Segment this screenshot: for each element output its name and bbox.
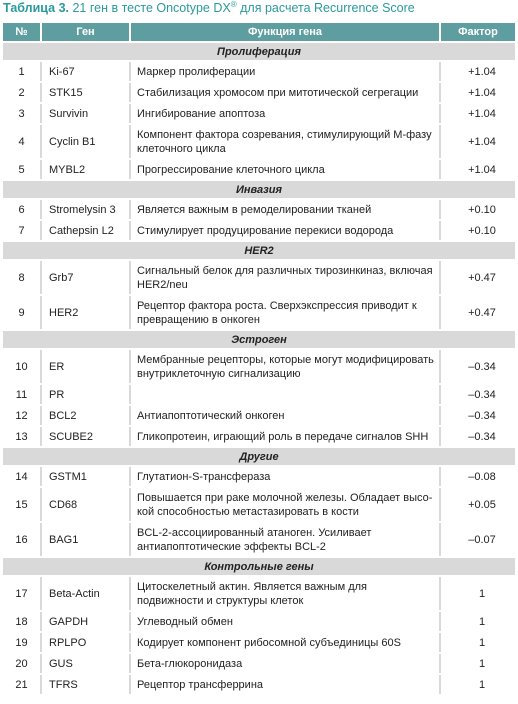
gene-name: CD68 [40, 488, 129, 521]
section-title: HER2 [3, 242, 515, 259]
gene-factor: +1.04 [439, 125, 515, 158]
caption-text-after: для расчета Recurrence Score [236, 1, 415, 15]
section-row [3, 331, 515, 348]
gene-name: ER [40, 350, 129, 383]
gene-factor: +0.10 [439, 200, 515, 219]
table-row [3, 104, 515, 123]
row-number: 6 [3, 200, 40, 219]
gene-function: Глутатион-S-трансфераза [129, 467, 439, 486]
genes-table [3, 21, 515, 696]
row-number: 20 [3, 654, 40, 673]
table-row [3, 654, 515, 673]
table-row [3, 200, 515, 219]
gene-name: BCL2 [40, 406, 129, 425]
table-body [3, 43, 515, 694]
gene-factor: –0.34 [439, 350, 515, 383]
header-row [3, 23, 515, 41]
gene-function: Цитоскелетный актин. Является важным для подвижности и структуры клеток [129, 577, 439, 610]
row-number: 12 [3, 406, 40, 425]
row-number: 9 [3, 296, 40, 329]
gene-factor: 1 [439, 577, 515, 610]
gene-name: PR [40, 385, 129, 404]
gene-factor: 1 [439, 654, 515, 673]
gene-name: Ki-67 [40, 62, 129, 81]
gene-function: Ингибирование апоптоза [129, 104, 439, 123]
gene-function: Повышается при раке молочной железы. Обладает высокой способностью метастазировать в кости [129, 488, 439, 521]
row-number: 4 [3, 125, 40, 158]
gene-factor: +1.04 [439, 62, 515, 81]
gene-function: Сигнальный белок для различных тирозинкиназ, включая HER2/neu [129, 261, 439, 294]
section-row [3, 558, 515, 575]
gene-function: Является важным в ремоделировании тканей [129, 200, 439, 219]
section-row [3, 242, 515, 259]
gene-factor: +1.04 [439, 160, 515, 179]
table-row [3, 296, 515, 329]
table-row [3, 125, 515, 158]
gene-factor: –0.34 [439, 406, 515, 425]
row-number: 5 [3, 160, 40, 179]
gene-name: RPLPO [40, 633, 129, 652]
row-number: 15 [3, 488, 40, 521]
table-row [3, 160, 515, 179]
gene-function: Кодирует компонент рибосомной субъединицы 60S [129, 633, 439, 652]
table-row [3, 221, 515, 240]
gene-factor: –0.34 [439, 385, 515, 404]
gene-name: Cyclin B1 [40, 125, 129, 158]
gene-function: Мембранные рецепторы, которые могут модифицировать внутриклеточную сигнализацию [129, 350, 439, 383]
table-row [3, 488, 515, 521]
gene-function: Антиапоптотический онкоген [129, 406, 439, 425]
header-number: № [3, 23, 40, 41]
section-title: Пролиферация [3, 43, 515, 60]
gene-name: Stromelysin 3 [40, 200, 129, 219]
gene-name: Grb7 [40, 261, 129, 294]
table-row [3, 675, 515, 694]
gene-function: Бета-глюкоронидаза [129, 654, 439, 673]
row-number: 10 [3, 350, 40, 383]
caption-registered-mark: ® [230, 0, 237, 9]
gene-function: Гликопротеин, играющий роль в передаче сигналов SHH [129, 427, 439, 446]
gene-factor: +1.04 [439, 83, 515, 102]
row-number: 18 [3, 612, 40, 631]
gene-factor: –0.08 [439, 467, 515, 486]
header-function: Функция гена [129, 23, 439, 41]
section-row [3, 448, 515, 465]
gene-factor: –0.34 [439, 427, 515, 446]
gene-name: Survivin [40, 104, 129, 123]
gene-name: BAG1 [40, 523, 129, 556]
table-row [3, 523, 515, 556]
gene-function: Стабилизация хромосом при митотической сегрегации [129, 83, 439, 102]
row-number: 3 [3, 104, 40, 123]
row-number: 14 [3, 467, 40, 486]
gene-factor: +1.04 [439, 104, 515, 123]
row-number: 13 [3, 427, 40, 446]
gene-name: Beta-Actin [40, 577, 129, 610]
table-row [3, 62, 515, 81]
gene-factor: 1 [439, 633, 515, 652]
gene-function: Углеводный обмен [129, 612, 439, 631]
gene-function: BCL-2-ассоциированный атаноген. Усиливает антиапоптотические эффекты BCL-2 [129, 523, 439, 556]
table-row [3, 427, 515, 446]
table-row [3, 633, 515, 652]
gene-name: SCUBE2 [40, 427, 129, 446]
gene-function: Компонент фактора созревания, стимулирующий М-фазу клеточного цикла [129, 125, 439, 158]
table-row [3, 350, 515, 383]
gene-function: Рецептор фактора роста. Сверхэкспрессия приводит к превращению в онкоген [129, 296, 439, 329]
gene-function: Рецептор трансферрина [129, 675, 439, 694]
row-number: 8 [3, 261, 40, 294]
row-number: 21 [3, 675, 40, 694]
row-number: 1 [3, 62, 40, 81]
section-title: Другие [3, 448, 515, 465]
gene-name: STK15 [40, 83, 129, 102]
gene-name: HER2 [40, 296, 129, 329]
gene-factor: +0.10 [439, 221, 515, 240]
table-row [3, 577, 515, 610]
row-number: 7 [3, 221, 40, 240]
gene-factor: 1 [439, 612, 515, 631]
gene-factor: +0.47 [439, 296, 515, 329]
table-caption [3, 0, 415, 17]
row-number: 11 [3, 385, 40, 404]
row-number: 17 [3, 577, 40, 610]
table-row [3, 406, 515, 425]
gene-name: GAPDH [40, 612, 129, 631]
gene-name: TFRS [40, 675, 129, 694]
section-title: Контрольные гены [3, 558, 515, 575]
table-row [3, 261, 515, 294]
gene-factor: –0.07 [439, 523, 515, 556]
gene-factor: 1 [439, 675, 515, 694]
section-title: Эстроген [3, 331, 515, 348]
row-number: 16 [3, 523, 40, 556]
caption-label: Таблица 3. [3, 1, 69, 15]
section-row [3, 181, 515, 198]
header-gene: Ген [40, 23, 129, 41]
table-row [3, 83, 515, 102]
gene-function [129, 385, 439, 404]
section-row [3, 43, 515, 60]
gene-function: Прогрессирование клеточного цикла [129, 160, 439, 179]
gene-factor: +0.47 [439, 261, 515, 294]
table-row [3, 385, 515, 404]
gene-name: GUS [40, 654, 129, 673]
gene-name: GSTM1 [40, 467, 129, 486]
caption-text-before: 21 ген в тесте Oncotype DX [72, 1, 231, 15]
header-factor: Фактор [439, 23, 515, 41]
gene-factor: +0.05 [439, 488, 515, 521]
row-number: 2 [3, 83, 40, 102]
gene-function: Маркер пролиферации [129, 62, 439, 81]
gene-name: MYBL2 [40, 160, 129, 179]
table-row [3, 467, 515, 486]
gene-function: Стимулирует продуцирование перекиси водорода [129, 221, 439, 240]
row-number: 19 [3, 633, 40, 652]
section-title: Инвазия [3, 181, 515, 198]
table-row [3, 612, 515, 631]
gene-name: Cathepsin L2 [40, 221, 129, 240]
